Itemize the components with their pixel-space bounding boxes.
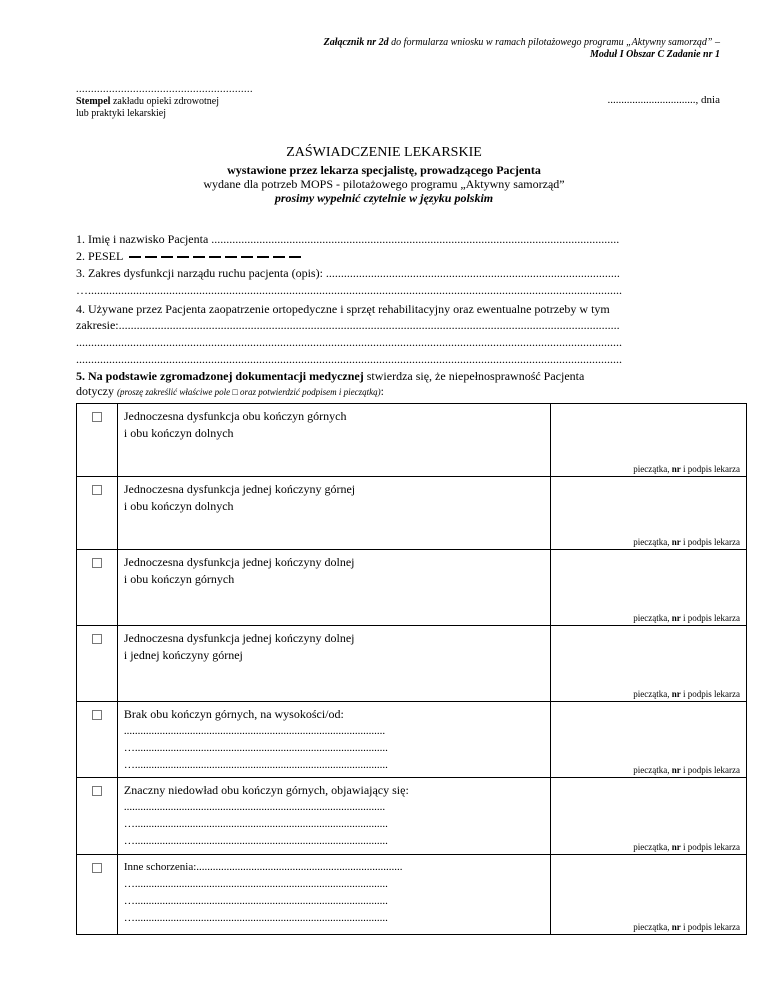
- option-text: [117, 778, 550, 855]
- signature-post: i podpis lekarza: [680, 922, 740, 932]
- signature-nr: nr: [671, 842, 681, 852]
- pesel-digit: [225, 256, 237, 258]
- pesel-digit: [289, 256, 301, 258]
- option-line-1: Znaczny niedowład obu kończyn górnych, objawiający się:: [123, 783, 409, 797]
- date-field[interactable]: ................................, dnia: [607, 94, 720, 106]
- option-row: [77, 550, 747, 626]
- signature-nr: nr: [671, 464, 681, 474]
- stamp-label-line2: lub praktyki lekarskiej: [76, 108, 166, 119]
- document-subtitle-2: wydane dla potrzeb MOPS - pilotażowego programu „Aktywny samorząd”: [203, 177, 565, 191]
- signature-nr: nr: [671, 765, 681, 775]
- option-checkbox[interactable]: [77, 855, 118, 935]
- option-text: [117, 626, 550, 702]
- document-subtitle-3: prosimy wypełnić czytelnie w języku polskim: [274, 191, 494, 205]
- attachment-number: Załącznik nr 2d: [323, 37, 389, 48]
- section-5-bold: 5. Na podstawie zgromadzonej dokumentacji medycznej: [76, 369, 364, 383]
- section-5-instruction: (proszę zakreślić właściwe pole □ oraz potwierdzić podpisem i pieczątką): [117, 387, 381, 397]
- orthopedic-equipment-line-2[interactable]: ......................................................................................................................................................................................: [76, 335, 622, 349]
- option-dotted-line[interactable]: ...............................................................................................: [123, 801, 386, 813]
- pesel-digit: [145, 256, 157, 258]
- signature-pre: pieczątka,: [633, 765, 672, 775]
- signature-label: [633, 765, 740, 775]
- option-checkbox[interactable]: [77, 404, 118, 477]
- header-line2: Moduł I Obszar C Zadanie nr 1: [589, 49, 720, 60]
- option-text: [117, 702, 550, 778]
- section-5-intro: [76, 369, 714, 400]
- signature-field[interactable]: [550, 778, 746, 855]
- signature-pre: pieczątka,: [633, 689, 672, 699]
- header-line1: do formularza wniosku w ramach pilotażowego programu „Aktywny samorząd” –: [388, 37, 720, 48]
- signature-post: i podpis lekarza: [680, 613, 740, 623]
- option-dotted-line[interactable]: …............................................................................................: [123, 835, 388, 847]
- signature-post: i podpis lekarza: [680, 842, 740, 852]
- option-line-1: Jednoczesna dysfunkcja jednej kończyny górnej: [123, 482, 356, 496]
- signature-label: [633, 689, 740, 699]
- option-dotted-line[interactable]: …............................................................................................: [123, 742, 388, 754]
- signature-pre: pieczątka,: [633, 922, 672, 932]
- orthopedic-equipment-field[interactable]: zakresie:.......................................................................................................................................................................: [76, 318, 620, 332]
- patient-name-field[interactable]: 1. Imię i nazwisko Pacjenta ........................................................................................................................................: [76, 232, 620, 246]
- checkbox-icon: [92, 710, 102, 720]
- orthopedic-equipment-label: 4. Używane przez Pacjenta zaopatrzenie ortopedyczne i sprzęt rehabilitacyjny oraz ewentualne potrzeby w tym: [76, 302, 610, 316]
- section-5-colon: :: [380, 384, 384, 398]
- pesel-digit: [161, 256, 173, 258]
- pesel-digit: [129, 256, 141, 258]
- option-dotted-line[interactable]: …............................................................................................: [123, 912, 388, 924]
- option-line-1: Jednoczesna dysfunkcja obu kończyn górnych: [123, 409, 347, 423]
- signature-field[interactable]: [550, 550, 746, 626]
- option-line-1: Jednoczesna dysfunkcja jednej kończyny dolnej: [123, 555, 355, 569]
- option-row: [77, 778, 747, 855]
- section-5-rest: stwierdza się, że niepełnosprawność Pacjenta: [363, 369, 585, 383]
- signature-label: [633, 613, 740, 623]
- signature-label: [633, 464, 740, 474]
- pesel-digit: [209, 256, 221, 258]
- option-line-2: i obu kończyn dolnych: [123, 499, 234, 513]
- option-text: [117, 855, 550, 935]
- option-row: [77, 855, 747, 935]
- pesel-digit: [241, 256, 253, 258]
- signature-nr: nr: [671, 689, 681, 699]
- option-checkbox[interactable]: [77, 477, 118, 550]
- signature-label: [633, 842, 740, 852]
- option-dotted-line[interactable]: …............................................................................................: [123, 878, 388, 890]
- option-dotted-line[interactable]: ...............................................................................................: [123, 725, 386, 737]
- signature-field[interactable]: [550, 477, 746, 550]
- checkbox-icon: [92, 412, 102, 422]
- signature-pre: pieczątka,: [633, 613, 672, 623]
- signature-post: i podpis lekarza: [680, 464, 740, 474]
- option-text: [117, 477, 550, 550]
- stamp-label-rest: zakładu opieki zdrowotnej: [110, 96, 220, 107]
- section-5-line2: dotyczy: [76, 384, 117, 398]
- option-dotted-line[interactable]: …............................................................................................: [123, 895, 388, 907]
- checkbox-icon: [92, 634, 102, 644]
- option-line-1: Brak obu kończyn górnych, na wysokości/od:: [123, 707, 344, 721]
- checkbox-icon: [92, 863, 102, 873]
- pesel-digit: [273, 256, 285, 258]
- dysfunction-scope-field[interactable]: 3. Zakres dysfunkcji narządu ruchu pacjenta (opis): ..................................................................................................: [76, 266, 620, 280]
- signature-post: i podpis lekarza: [680, 537, 740, 547]
- checkbox-icon: [92, 786, 102, 796]
- option-line-1: Jednoczesna dysfunkcja jednej kończyny dolnej: [123, 631, 355, 645]
- pesel-digit: [193, 256, 205, 258]
- option-row: [77, 404, 747, 477]
- signature-field[interactable]: [550, 626, 746, 702]
- option-dotted-line[interactable]: …............................................................................................: [123, 759, 388, 771]
- option-text: [117, 404, 550, 477]
- signature-field[interactable]: [550, 855, 746, 935]
- option-checkbox[interactable]: [77, 702, 118, 778]
- option-row: [77, 477, 747, 550]
- signature-label: [633, 922, 740, 932]
- signature-field[interactable]: [550, 404, 746, 477]
- document-subtitle-1: wystawione przez lekarza specjalistę, prowadzącego Pacjenta: [227, 163, 541, 177]
- checkbox-icon: [92, 485, 102, 495]
- signature-nr: nr: [671, 922, 681, 932]
- signature-pre: pieczątka,: [633, 537, 672, 547]
- option-line-2: i jednej kończyny górnej: [123, 648, 243, 662]
- stamp-area: [76, 84, 253, 120]
- option-row: [77, 626, 747, 702]
- option-checkbox[interactable]: [77, 550, 118, 626]
- dysfunction-scope-line-2[interactable]: …..................................................................................................................................................................................: [76, 283, 622, 297]
- option-line-1[interactable]: Inne schorzenia:...........................................................................: [123, 861, 403, 873]
- attachment-header: [324, 37, 720, 61]
- document-title: ZAŚWIADCZENIE LEKARSKIE: [286, 145, 482, 160]
- signature-field[interactable]: [550, 702, 746, 778]
- option-text: [117, 550, 550, 626]
- stamp-dots: ...........................................................: [76, 84, 253, 95]
- option-checkbox[interactable]: [77, 778, 118, 855]
- option-line-2: i obu kończyn dolnych: [123, 426, 234, 440]
- signature-post: i podpis lekarza: [680, 765, 740, 775]
- option-dotted-line[interactable]: …............................................................................................: [123, 818, 388, 830]
- option-checkbox[interactable]: [77, 626, 118, 702]
- orthopedic-equipment-line-3[interactable]: ......................................................................................................................................................................................: [76, 352, 622, 366]
- signature-pre: pieczątka,: [633, 464, 672, 474]
- option-line-2: i obu kończyn górnych: [123, 572, 235, 586]
- disability-options-table: [76, 403, 747, 935]
- signature-pre: pieczątka,: [633, 842, 672, 852]
- signature-nr: nr: [671, 537, 681, 547]
- option-row: [77, 702, 747, 778]
- pesel-label: 2. PESEL: [76, 249, 124, 263]
- pesel-digit: [177, 256, 189, 258]
- pesel-field[interactable]: [76, 249, 714, 264]
- pesel-digit: [257, 256, 269, 258]
- signature-label: [633, 537, 740, 547]
- stamp-label-bold: Stempel: [76, 96, 111, 107]
- signature-post: i podpis lekarza: [680, 689, 740, 699]
- checkbox-icon: [92, 558, 102, 568]
- signature-nr: nr: [671, 613, 681, 623]
